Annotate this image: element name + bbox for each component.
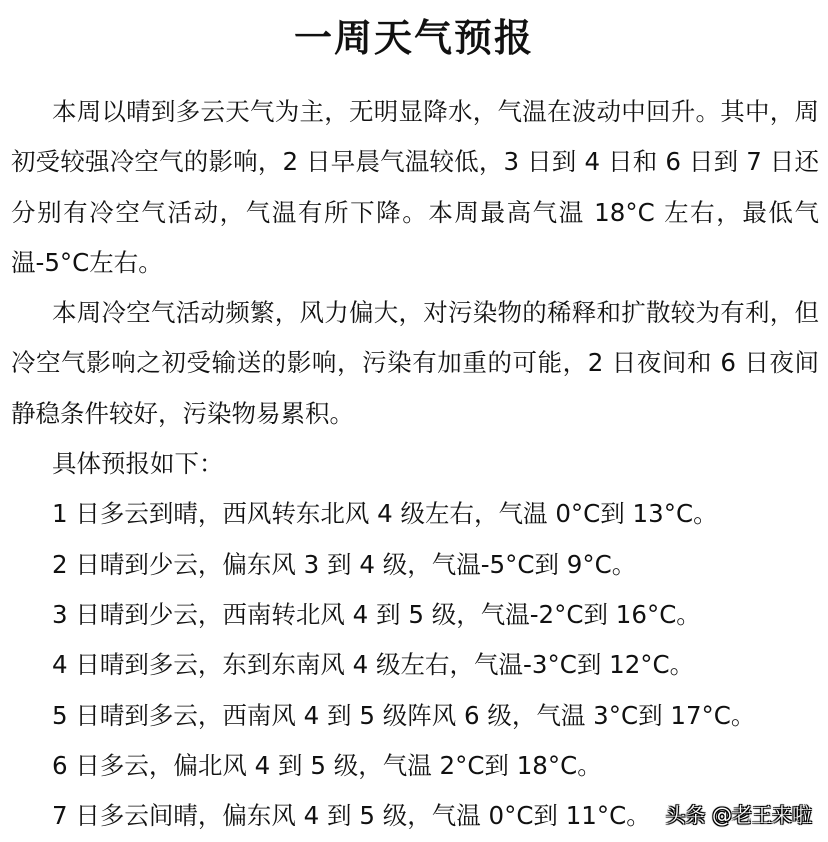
forecast-day-3: 3 日晴到少云，西南转北风 4 到 5 级，气温-2°C到 16°C。 xyxy=(52,599,701,629)
forecast-day-2: 2 日晴到少云，偏东风 3 到 4 级，气温-5°C到 9°C。 xyxy=(52,549,637,579)
air-quality-paragraph: 本周冷空气活动频繁，风力偏大，对污染物的稀释和扩散较为有利，但冷空气影响之初受输送的影响，污染有加重的可能，2 日夜间和 6 日夜间静稳条件较好，污染物易累积。 xyxy=(11,298,819,428)
forecast-day-1: 1 日多云到晴，西风转东北风 4 级左右，气温 0°C到 13°C。 xyxy=(52,499,718,529)
forecast-day-6: 6 日多云，偏北风 4 到 5 级，气温 2°C到 18°C。 xyxy=(52,750,602,780)
watermark-label: 头条 @老王来啦 xyxy=(665,803,812,827)
summary-paragraph: 本周以晴到多云天气为主，无明显降水，气温在波动中回升。其中，周初受较强冷空气的影响，2 日早晨气温较低，3 日到 4 日和 6 日到 7 日还分别有冷空气活动，气温有所下降。本周最高气温 18°C 左右，最低气温-5°C左右。 xyxy=(11,97,819,277)
article-body xyxy=(11,87,819,841)
forecast-day-7: 7 日多云间晴，偏东风 4 到 5 级，气温 0°C到 11°C。 xyxy=(52,801,651,831)
forecast-intro: 具体预报如下： xyxy=(52,449,224,479)
forecast-day-5: 5 日晴到多云，西南风 4 到 5 级阵风 6 级，气温 3°C到 17°C。 xyxy=(52,700,756,730)
page-title: 一周天气预报 xyxy=(293,16,534,60)
forecast-day-4: 4 日晴到多云，东到东南风 4 级左右，气温-3°C到 12°C。 xyxy=(52,650,695,680)
